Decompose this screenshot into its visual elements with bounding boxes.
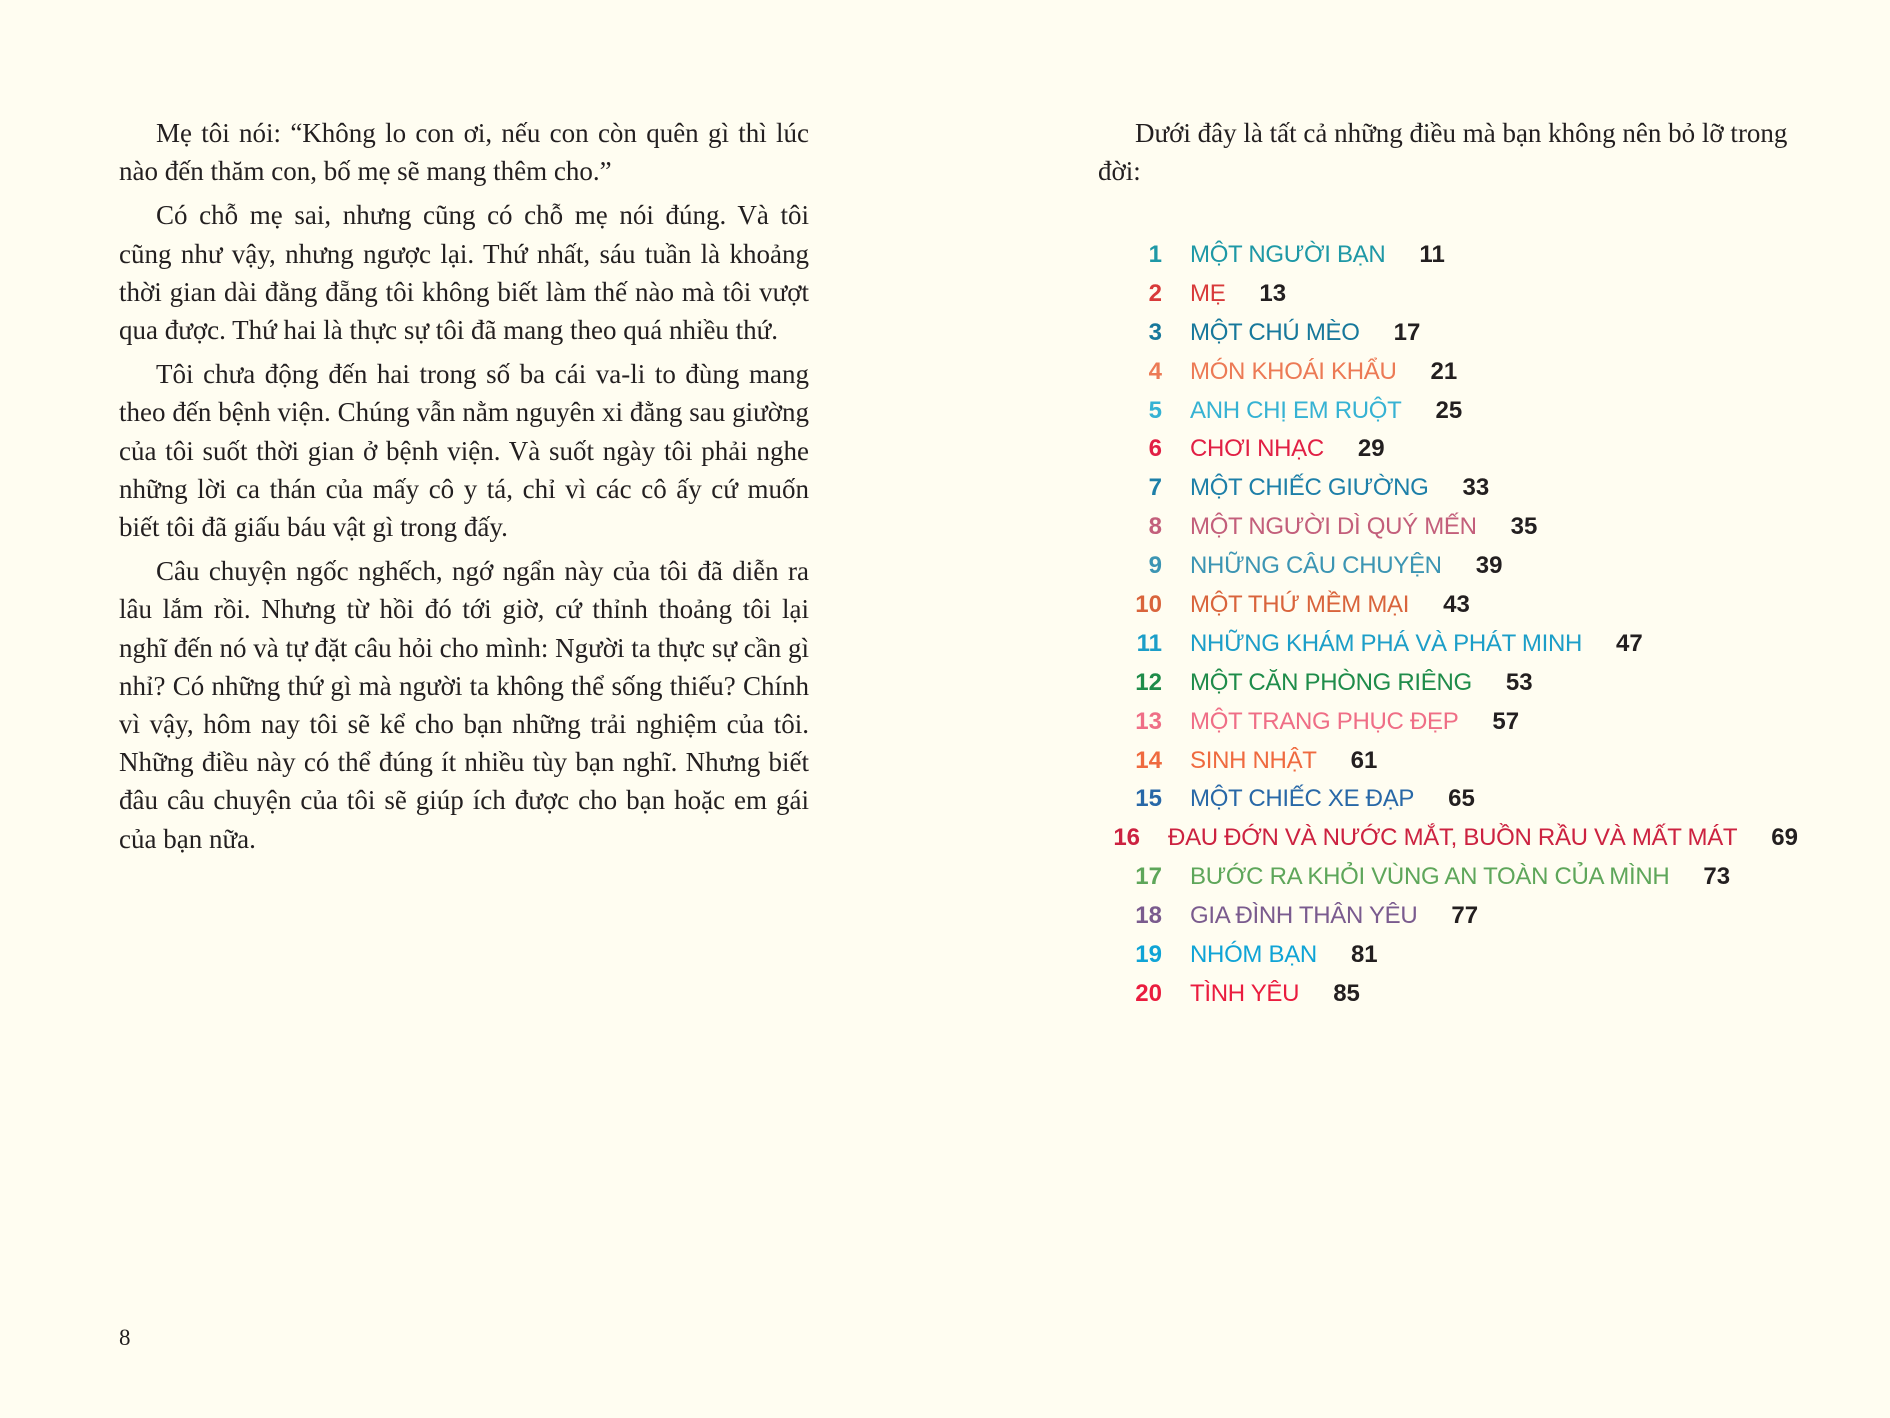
toc-item-number: 2 [1148, 279, 1162, 307]
toc-item-title: MỘT THỨ MỀM MẠI [1190, 591, 1410, 619]
toc-item-page: 69 [1771, 824, 1798, 852]
toc-item-page: 33 [1462, 474, 1490, 502]
toc-item [1098, 392, 1798, 431]
toc-item-number: 4 [1148, 357, 1162, 385]
toc-item-title: MỘT NGƯỜI BẠN [1190, 241, 1386, 268]
toc-item-number: 7 [1148, 474, 1162, 502]
toc-item-page: 57 [1492, 707, 1520, 735]
toc-item-number: 19 [1135, 941, 1162, 969]
toc-item-page: 11 [1419, 241, 1445, 268]
toc-item [1098, 703, 1798, 742]
toc-item-number: 20 [1135, 979, 1162, 1007]
toc-item-title: MỘT CHÚ MÈO [1190, 318, 1360, 346]
toc-item-number: 3 [1148, 318, 1162, 346]
toc-item [1098, 780, 1798, 819]
toc-item-number: 14 [1135, 746, 1162, 774]
toc-item-page: 61 [1350, 746, 1378, 774]
toc-item-page: 77 [1451, 902, 1479, 930]
right-page-intro-block [1098, 114, 1798, 190]
page-number: 8 [119, 1325, 131, 1350]
toc-item-number: 6 [1148, 435, 1162, 463]
toc-item-number: 8 [1148, 513, 1162, 541]
toc-item-number: 11 [1136, 629, 1162, 657]
table-of-contents [1098, 236, 1798, 1014]
toc-item-title: NHỮNG CÂU CHUYỆN [1190, 552, 1442, 580]
toc-item [1098, 819, 1798, 858]
toc-item [1098, 936, 1798, 975]
toc-item-page: 53 [1505, 668, 1533, 696]
toc-item [1098, 547, 1798, 586]
toc-item-page: 25 [1435, 396, 1463, 424]
toc-item-number: 17 [1135, 863, 1162, 891]
toc-item-number: 1 [1148, 241, 1162, 268]
toc-item-title: CHƠI NHẠC [1190, 435, 1324, 463]
paragraph: Có chỗ mẹ sai, nhưng cũng có chỗ mẹ nói đúng. Và tôi cũng như vậy, nhưng ngược lại. Thứ nhất, sáu tuần là khoảng thời gian dài đằng đẵng tôi không biết làm thế nào mà tôi vượt qua được. Thứ hai là thực sự tôi đã mang theo quá nhiều thứ. [119, 200, 809, 346]
toc-item-title: ANH CHỊ EM RUỘT [1190, 396, 1402, 424]
toc-item-page: 65 [1448, 785, 1475, 813]
toc-item-page: 85 [1333, 979, 1360, 1007]
toc-item-title: MỘT CĂN PHÒNG RIÊNG [1190, 668, 1472, 696]
toc-item-page: 35 [1510, 513, 1538, 541]
toc-item [1098, 469, 1798, 508]
toc-item-number: 16 [1113, 824, 1141, 852]
toc-item-page: 39 [1475, 552, 1503, 580]
toc-item [1098, 664, 1798, 703]
toc-item-page: 21 [1430, 357, 1458, 385]
toc-intro: Dưới đây là tất cả những điều mà bạn không nên bỏ lỡ trong đời: [1098, 118, 1788, 187]
toc-item [1098, 508, 1798, 547]
toc-item [1098, 897, 1798, 936]
toc-item [1098, 586, 1798, 625]
toc-item-number: 18 [1135, 902, 1162, 930]
toc-item-title: MÓN KHOÁI KHẨU [1190, 357, 1397, 385]
toc-item [1098, 314, 1798, 353]
toc-item [1098, 430, 1798, 469]
toc-item-title: GIA ĐÌNH THÂN YÊU [1190, 902, 1418, 930]
toc-item-page: 29 [1357, 435, 1385, 463]
paragraph: Mẹ tôi nói: “Không lo con ơi, nếu con còn quên gì thì lúc nào đến thăm con, bố mẹ sẽ mang thêm cho.” [119, 118, 809, 187]
toc-item [1098, 236, 1798, 275]
toc-item-title: NHÓM BẠN [1190, 941, 1317, 969]
left-page-body [119, 114, 809, 864]
toc-item-title: TÌNH YÊU [1190, 979, 1300, 1007]
toc-item-number: 15 [1135, 785, 1162, 813]
paragraph: Tôi chưa động đến hai trong số ba cái va-li to đùng mang theo đến bệnh viện. Chúng vẫn nằm nguyên xi đằng sau giường của tôi suốt thời gian ở bệnh viện. Và suốt ngày tôi phải nghe những lời ca thán của mấy cô y tá, chỉ vì các cô ấy cứ muốn biết tôi đã giấu báu vật gì trong đấy. [119, 359, 809, 543]
toc-item-page: 13 [1259, 279, 1287, 307]
toc-item-number: 13 [1135, 707, 1162, 735]
toc-item-title: MỘT TRANG PHỤC ĐẸP [1190, 707, 1459, 735]
toc-item-title: MỘT CHIẾC GIƯỜNG [1190, 474, 1429, 502]
toc-item-page: 81 [1350, 941, 1378, 969]
toc-item-number: 9 [1148, 552, 1162, 580]
toc-item-page: 73 [1703, 863, 1731, 891]
toc-item [1098, 858, 1798, 897]
toc-item-number: 12 [1135, 668, 1162, 696]
toc-item-title: BƯỚC RA KHỎI VÙNG AN TOÀN CỦA MÌNH [1190, 863, 1670, 891]
toc-item-title: MỘT CHIẾC XE ĐẠP [1190, 785, 1415, 813]
toc-item-title: NHỮNG KHÁM PHÁ VÀ PHÁT MINH [1190, 629, 1583, 657]
toc-item-number: 10 [1135, 591, 1162, 619]
toc-item-title: MỘT NGƯỜI DÌ QUÝ MẾN [1190, 513, 1477, 541]
toc-item-number: 5 [1148, 396, 1162, 424]
toc-item-title: ĐAU ĐỚN VÀ NƯỚC MẮT, BUỒN RẦU VÀ MẤT MÁT [1168, 824, 1738, 852]
toc-item [1098, 353, 1798, 392]
toc-item-title: MẸ [1190, 279, 1226, 307]
toc-item-page: 43 [1443, 591, 1470, 619]
toc-item-title: SINH NHẬT [1190, 746, 1317, 774]
toc-item-page: 17 [1393, 318, 1421, 346]
toc-item [1098, 742, 1798, 781]
paragraph: Câu chuyện ngốc nghếch, ngớ ngẩn này của tôi đã diễn ra lâu lắm rồi. Nhưng từ hồi đó tới giờ, cứ thỉnh thoảng tôi lại nghĩ đến nó và tự đặt câu hỏi cho mình: Người ta thực sự cần gì nhỉ? Có những thứ gì mà người ta không thể sống thiếu? Chính vì vậy, hôm nay tôi sẽ kể cho bạn những trải nghiệm của tôi. Những điều này có thể đúng ít nhiều tùy bạn nghĩ. Nhưng biết đâu câu chuyện của tôi sẽ giúp ích được cho bạn hoặc em gái của bạn nữa. [119, 556, 809, 854]
toc-item [1098, 975, 1798, 1014]
toc-item [1098, 275, 1798, 314]
toc-item [1098, 625, 1798, 664]
toc-item-page: 47 [1616, 629, 1643, 657]
